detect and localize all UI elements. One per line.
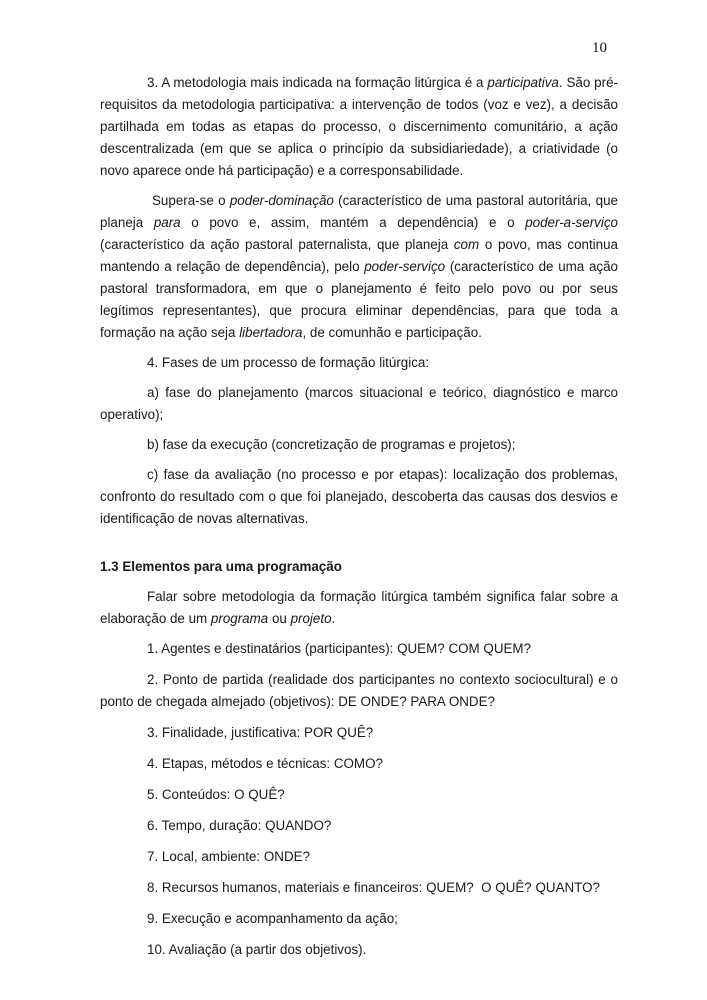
text-run: (característico de uma pastoral autoritária, que planeja <box>100 193 618 230</box>
element-item: 2. Ponto de partida (realidade dos participantes no contexto sociocultural) e o ponto de chegada almejado (objetivos): DE ONDE? PARA ONDE? <box>100 672 618 709</box>
element-item: 1. Agentes e destinatários (participantes): QUEM? COM QUEM? <box>147 641 532 656</box>
text-run: . <box>331 611 336 626</box>
paragraph-phases-intro: 4. Fases de um processo de formação litúrgica: <box>147 355 430 370</box>
text-run: ou <box>268 611 291 626</box>
italic-term: programa <box>210 611 269 626</box>
paragraph-methodology <box>100 72 618 182</box>
phase-item: c) fase da avaliação (no processo e por etapas): localização dos problemas, confronto do resultado com o que foi planejado, descoberta das causas dos desvios e identificação de novas alternativas. <box>100 467 618 526</box>
text-run: 3. A metodologia mais indicada na formação litúrgica é a <box>147 75 488 90</box>
italic-term: libertadora <box>239 325 303 340</box>
element-item: 5. Conteúdos: O QUÊ? <box>147 787 285 802</box>
paragraph-power <box>100 190 618 344</box>
page-number: 10 <box>592 40 607 56</box>
text-run: , de comunhão e participação. <box>302 325 482 340</box>
text-run: Supera-se o <box>152 193 230 208</box>
element-item: 7. Local, ambiente: ONDE? <box>147 849 311 864</box>
element-item: 8. Recursos humanos, materiais e financeiros: QUEM? O QUÊ? QUANTO? <box>147 880 600 895</box>
phase-item: a) fase do planejamento (marcos situacional e teórico, diagnóstico e marco operativo); <box>100 385 618 422</box>
text-run: . São pré-requisitos da metodologia participativa: a intervenção de todos (voz e vez), a decisão partilhada em todas as etapas do processo, o discernimento comunitário, a ação descentralizada (em que se aplica o princípio da subsidiariedade), a criatividade (o novo aparece onde há participação) e a corresponsabilidade. <box>100 75 618 178</box>
element-item: 9. Execução e acompanhamento da ação; <box>147 911 398 926</box>
text-run: o povo e, assim, mantém a dependência) e o <box>180 215 526 230</box>
text-run: o povo, mas continua mantendo a relação de dependência), pelo <box>100 237 618 274</box>
italic-term: projeto <box>290 611 332 626</box>
element-item: 6. Tempo, duração: QUANDO? <box>147 818 332 833</box>
section-heading: 1.3 Elementos para uma programação <box>100 559 342 574</box>
phase-item: b) fase da execução (concretização de programas e projetos); <box>147 437 516 452</box>
element-item: 10. Avaliação (a partir dos objetivos). <box>147 942 367 957</box>
text-run: (característico de uma ação pastoral transformadora, em que o planejamento é feito pelo povo ou por seus legítimos representantes), que procura eliminar dependências, para que toda a formação na ação seja <box>100 259 618 340</box>
italic-term: poder-dominação <box>229 193 334 208</box>
text-run: (característico da ação pastoral paternalista, que planeja <box>100 237 454 252</box>
italic-term: poder-serviço <box>364 259 446 274</box>
element-item: 3. Finalidade, justificativa: POR QUÊ? <box>147 725 374 740</box>
paragraph-intro <box>100 586 618 630</box>
document-body <box>100 72 618 970</box>
italic-term: participativa <box>487 75 559 90</box>
italic-term: para <box>153 215 181 230</box>
text-run: Falar sobre metodologia da formação litúrgica também significa falar sobre a elaboração de um <box>100 589 618 626</box>
italic-term: poder-a-serviço <box>525 215 618 230</box>
italic-term: com <box>453 237 480 252</box>
element-item: 4. Etapas, métodos e técnicas: COMO? <box>147 756 383 771</box>
